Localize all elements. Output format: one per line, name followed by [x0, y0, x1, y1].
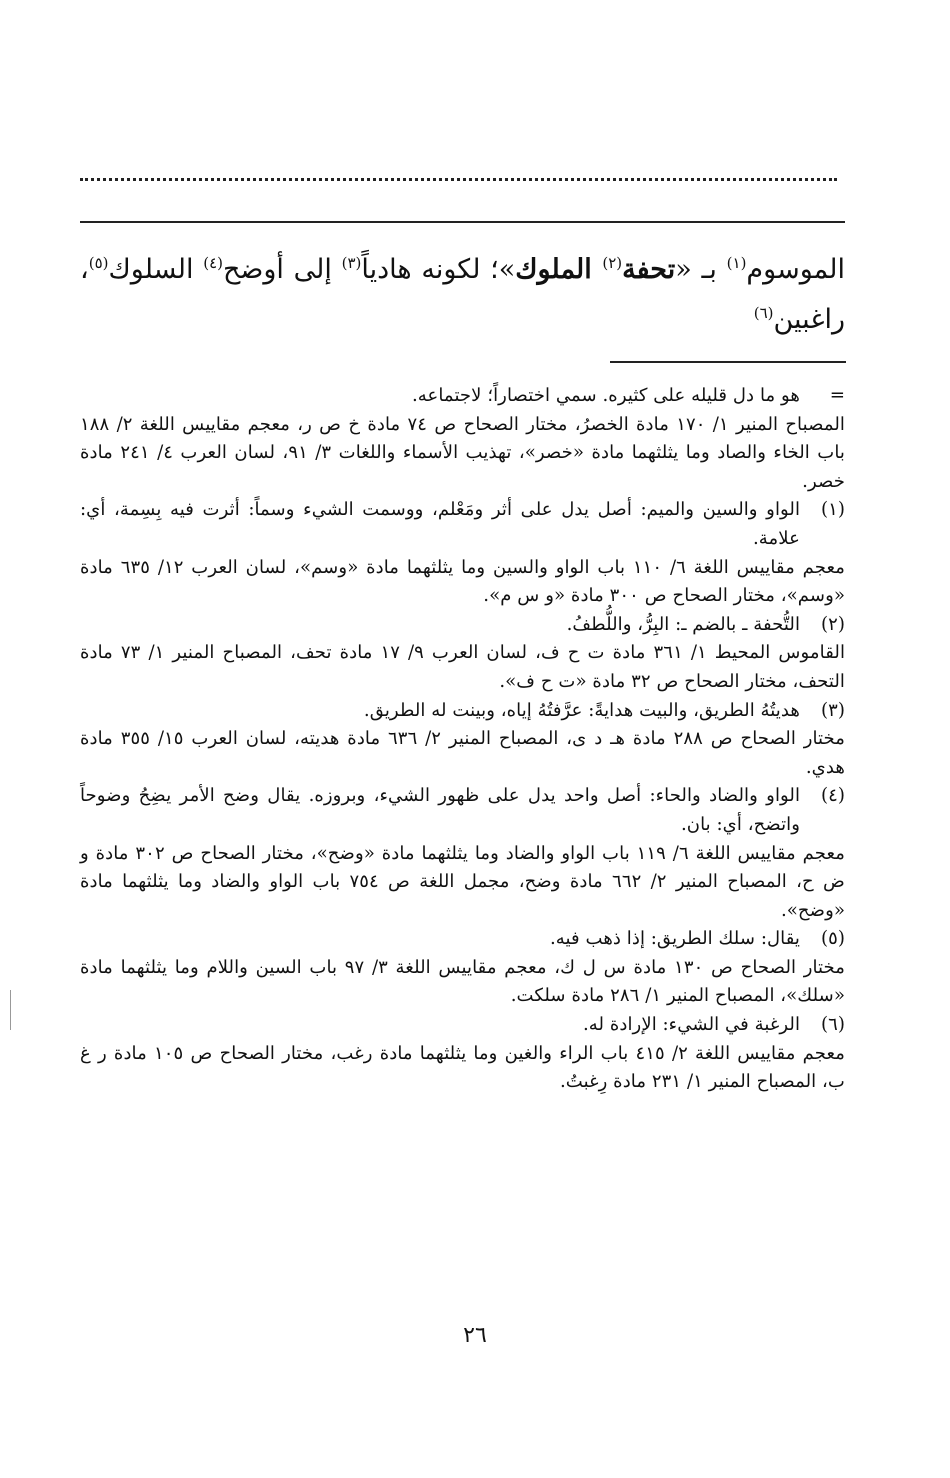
footnote-1 [80, 496, 845, 610]
footnote-3 [80, 697, 845, 783]
footnote-definition: الواو والسين والميم: أصل يدل على أثر ومَعْلم، ووسمت الشيء وسماً: أثرت فيه بِسِمة، أي: علامة. [80, 499, 800, 549]
footnote-separator [610, 361, 846, 363]
footnote-number: (٥) [821, 928, 845, 950]
footnote-definition: هو ما دل قليله على كثيره. سمي اختصاراً؛ لاجتماعه. [412, 385, 800, 406]
footnote-definition: الواو والضاد والحاء: أصل واحد يدل على ظهور الشيء، وبروزه. يقال وضح الأمر يضِحُ وضوحاً واتضح، أي: بان. [80, 785, 800, 835]
footnote-2 [80, 611, 845, 697]
main-text-segment: السلوك [108, 254, 204, 285]
main-text-segment: إلى أوضح [222, 254, 342, 285]
main-text-segment: ، راغبين [80, 254, 845, 335]
main-body-text [80, 245, 845, 345]
footnote-4 [80, 782, 845, 925]
footnote-ref: (١) [726, 254, 747, 272]
footnote-5 [80, 925, 845, 1011]
footnotes-section [80, 382, 845, 1097]
continuation-marker: = [829, 385, 845, 406]
footnote-definition: الرغبة في الشيء: الإرادة له. [583, 1014, 800, 1036]
dotted-separator [80, 178, 837, 181]
footnote-sources: معجم مقاييس اللغة ٢/ ٤١٥ باب الراء والغين وما يثلثهما مادة رغب، مختار الصحاح ص ١٠٥ مادة ر غ ب، المصباح المنير ١/ ٢٣١ مادة رِغبتُ. [80, 1042, 846, 1093]
scan-margin-mark [10, 990, 11, 1030]
footnote-number: (٣) [821, 699, 845, 721]
footnote-ref: (٦) [753, 304, 774, 322]
footnote-ref: (٢) [602, 254, 623, 272]
footnote-number: (٤) [821, 785, 845, 807]
main-text-segment: بـ « [675, 254, 727, 285]
footnote-sources: القاموس المحيط ١/ ٣٦١ مادة ت ح ف، لسان العرب ٩/ ١٧ مادة تحف، المصباح المنير ١/ ٧٣ مادة التحف، مختار الصحاح ص ٣٢ مادة «ت ح ف». [80, 642, 845, 692]
footnote-sources: مختار الصحاح ص ١٣٠ مادة س ل ك، معجم مقاييس اللغة ٣/ ٩٧ باب السين واللام وما يثلثهما مادة «سلك»، المصباح المنير ١/ ٢٨٦ مادة سلكت. [80, 956, 845, 1007]
book-title-word: تحفة [622, 254, 676, 285]
footnote-sources: معجم مقاييس اللغة ٦/ ١١٠ باب الواو والسين وما يثلثهما مادة «وسم»، لسان العرب ١٢/ ٦٣٥ مادة «وسم»، مختار الصحاح ص ٣٠٠ مادة «و س م». [80, 556, 845, 607]
page-number: ٢٦ [463, 1323, 487, 1348]
footnote-6 [80, 1011, 845, 1097]
main-text-segment: الموسوم [746, 254, 845, 285]
footnote-number: (١) [821, 499, 845, 521]
footnote-number: (٦) [821, 1014, 845, 1036]
footnote-sources: مختار الصحاح ص ٢٨٨ مادة هـ د ى، المصباح المنير ٢/ ٦٣٦ مادة هديته، لسان العرب ١٥/ ٣٥٥ مادة هدي. [80, 728, 845, 778]
main-text-segment: »؛ لكونه هادياً [361, 254, 516, 285]
book-title-word: الملوك [515, 254, 603, 285]
footnote-sources: معجم مقاييس اللغة ٦/ ١١٩ باب الواو والضاد وما يثلثهما مادة «وضح»، مختار الصحاح ص ٣٠٢ مادة و ض ح، المصباح المنير ٢/ ٦٦٢ مادة وضح، مجمل اللغة ص ٧٥٤ باب الواو والضاد وما يثلثهما مادة «وضح». [80, 842, 845, 921]
footnote-continuation [80, 382, 845, 496]
footnote-sources: المصباح المنير ١/ ١٧٠ مادة الخصرُ، مختار الصحاح ص ٧٤ مادة خ ص ر، معجم مقاييس اللغة ٢/ ١٨٨ باب الخاء والصاد وما يثلثهما مادة «خصر»، تهذيب الأسماء واللغات ٣/ ٩١، لسان العرب ٤/ ٢٤١ مادة خصر. [80, 413, 845, 492]
footnote-definition: يقال: سلك الطريق: إذا ذهب فيه. [549, 928, 800, 950]
footnote-number: (٢) [821, 613, 845, 635]
footnote-ref: (٤) [203, 254, 223, 272]
top-rule [80, 221, 845, 223]
footnote-definition: التُّحفة ـ بالضم ـ: البِرُّ، واللُّطفُ. [566, 613, 800, 635]
footnote-definition: هديتُهُ الطريق، والبيت هدايةً: عرَّفتُهُ إياه، وبينت له الطريق. [363, 699, 800, 721]
footnote-ref: (٥) [88, 254, 109, 272]
footnote-ref: (٣) [341, 254, 362, 272]
